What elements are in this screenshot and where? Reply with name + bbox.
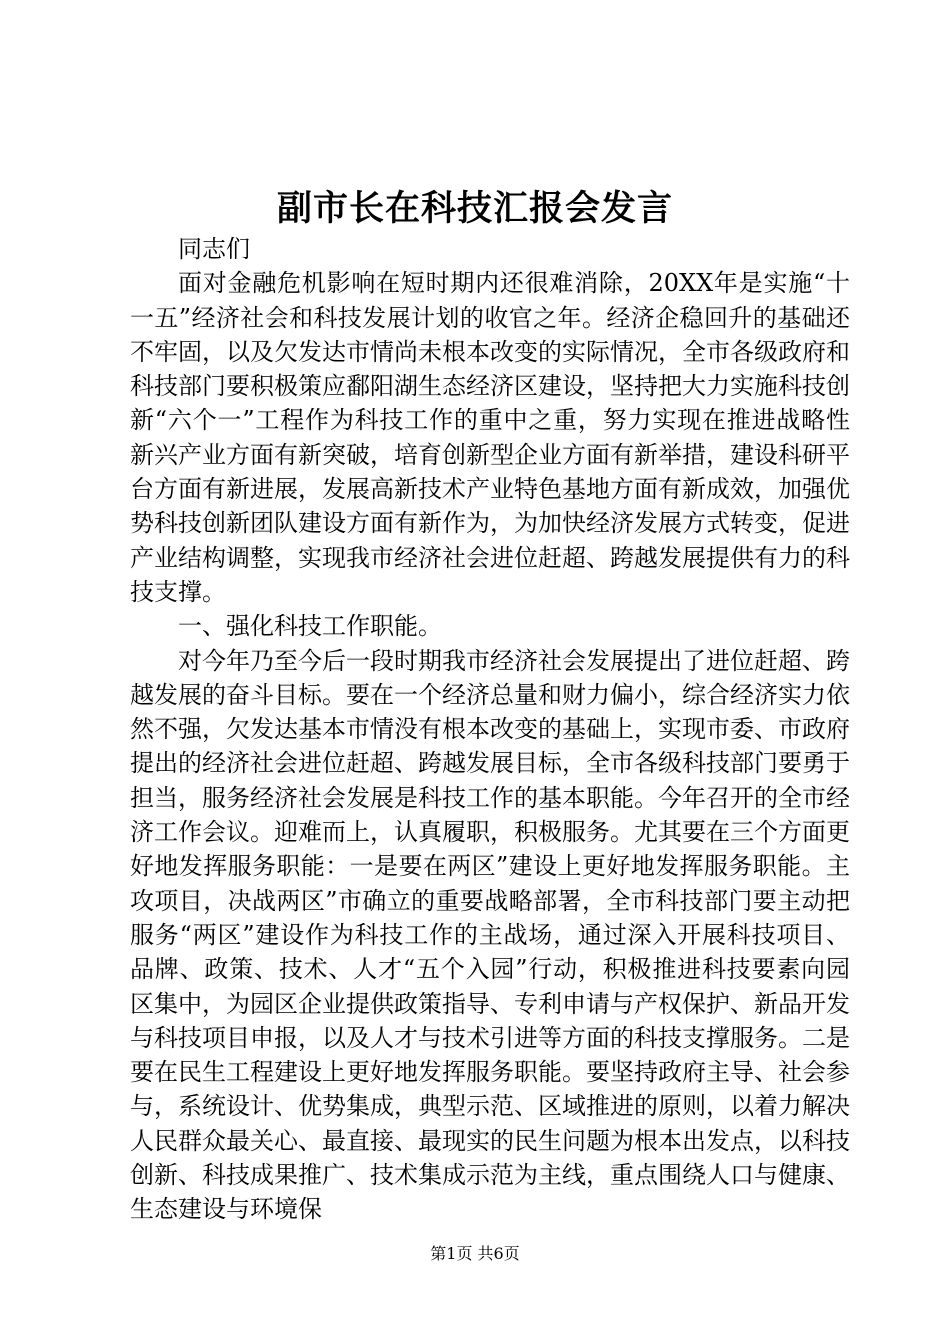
document-body — [130, 232, 850, 1227]
salutation: 同志们 — [178, 235, 250, 263]
paragraph: 面对金融危机影响在短时期内还很难消除，20XX年是实施“十一五”经济社会和科技发展计划的收官之年。经济企稳回升的基础还不牢固，以及欠发达市情尚未根本改变的实际情况，全市各级政府和科技部门要积极策应鄱阳湖生态经济区建设，坚持把大力实施科技创新“六个一”工程作为科技工作的重中之重，努力实现在推进战略性新兴产业方面有新突破，培育创新型企业方面有新举措，建设科研平台方面有新进展，发展高新技术产业特色基地方面有新成效，加强优势科技创新团队建设方面有新作为，为加快经济发展方式转变，促进产业结构调整，实现我市经济社会进位赶超、跨越发展提供有力的科技支撑。 — [130, 269, 850, 606]
page-number: 第1页 共6页 — [430, 1244, 520, 1263]
paragraph: 对今年乃至今后一段时期我市经济社会发展提出了进位赶超、跨越发展的奋斗目标。要在一个经济总量和财力偏小，综合经济实力依然不强，欠发达基本市情没有根本改变的基础上，实现市委、市政府提出的经济社会进位赶超、跨越发展目标，全市各级科技部门要勇于担当，服务经济社会发展是科技工作的基本职能。今年召开的全市经济工作会议。迎难而上，认真履职，积极服务。尤其要在三个方面更好地发挥服务职能：一是要在两区”建设上更好地发挥服务职能。主攻项目，决战两区”市确立的重要战略部署，全市科技部门要主动把服务“两区”建设作为科技工作的主战场，通过深入开展科技项目、品牌、政策、技术、人才“五个入园”行动，积极推进科技要素向园区集中，为园区企业提供政策指导、专利申请与产权保护、新品开发与科技项目申报，以及人才与技术引进等方面的科技支撑服务。二是要在民生工程建设上更好地发挥服务职能。要坚持政府主导、社会参与，系统设计、优势集成，典型示范、区域推进的原则，以着力解决人民群众最关心、最直接、最现实的民生问题为根本出发点，以科技创新、科技成果推广、技术集成示范为主线，重点围绕人口与健康、生态建设与环境保 — [130, 646, 850, 1224]
section-heading: 一、强化科技工作职能。 — [178, 612, 442, 641]
document-title: 副市长在科技汇报会发言 — [276, 188, 673, 229]
